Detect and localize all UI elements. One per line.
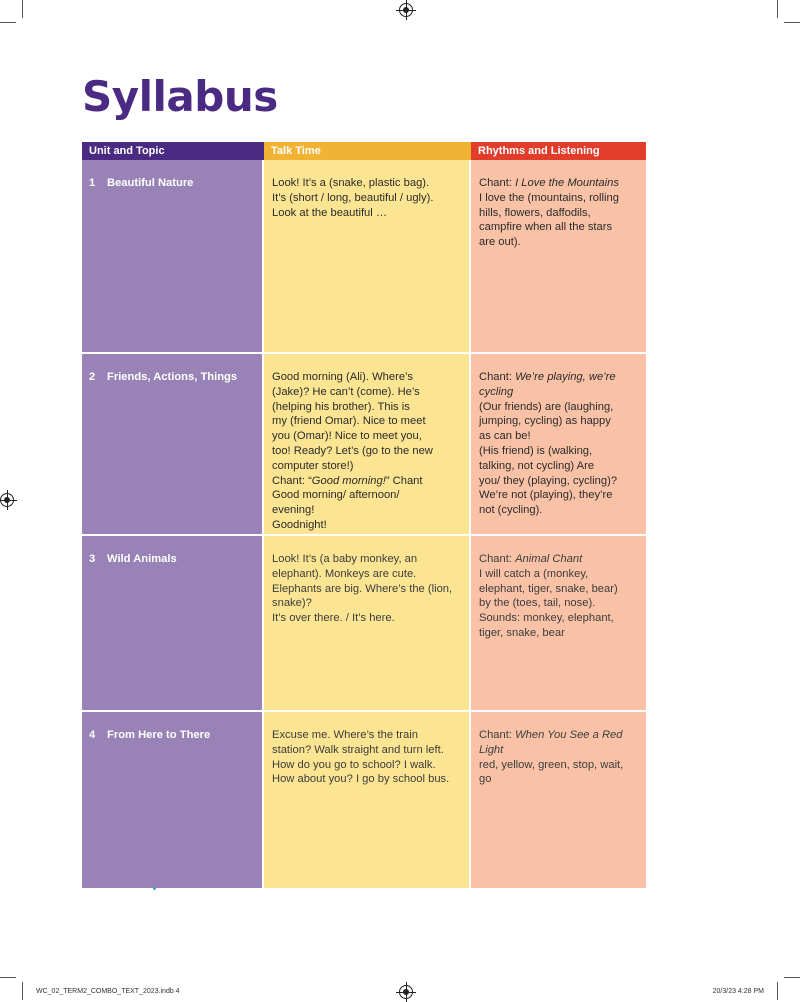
talk-line: Look at the beautiful … (272, 206, 388, 219)
rhythm-line: I will catch a (monkey, (479, 567, 589, 580)
talk-line: elephant). Monkeys are cute. (272, 567, 417, 580)
crop-mark (777, 982, 778, 1000)
talk-chant-title: Good morning! (311, 474, 386, 487)
talk-time-cell (264, 536, 471, 710)
chant-prefix: Chant: (479, 553, 516, 565)
rhythm-line: elephant, tiger, snake, bear) (479, 582, 618, 595)
crop-mark (0, 977, 16, 978)
rhythm-line: talking, not cycling) Are (479, 459, 595, 472)
registration-mark-icon (399, 3, 413, 17)
talk-line: computer store!) (272, 459, 354, 472)
footer-timestamp: 20/3/23 4:28 PM (712, 988, 764, 995)
rhythm-line: hills, flowers, daffodils, (479, 206, 591, 219)
rhythm-line: (His friend) is (walking, (479, 444, 593, 457)
unit-topic-cell (82, 354, 264, 534)
talk-line: How do you go to school? I walk. (272, 758, 436, 771)
unit-topic: Friends, Actions, Things (107, 371, 238, 383)
table-row (82, 354, 646, 536)
unit-topic: Wild Animals (107, 553, 177, 565)
crop-mark (22, 982, 23, 1000)
rhythm-cell (471, 160, 646, 352)
syllabus-table (82, 142, 646, 888)
header-rhythms-listening: Rhythms and Listening (471, 142, 646, 160)
rhythm-line: not (cycling). (479, 504, 543, 517)
talk-line: Good morning/ afternoon/ (272, 489, 400, 502)
crop-mark (777, 0, 778, 18)
rhythm-line: campfire when all the stars (479, 221, 613, 234)
chant-title: When You See a Red Light (479, 729, 623, 756)
unit-number: 1 (89, 177, 96, 189)
table-row (82, 160, 646, 354)
decorative-dot (153, 887, 156, 890)
rhythm-line: as can be! (479, 430, 531, 443)
chant-line (479, 370, 640, 400)
unit-number: 3 (89, 553, 96, 565)
talk-line: Elephants are big. Where’s the (lion, (272, 582, 453, 595)
rhythm-line: jumping, cycling) as happy (479, 415, 611, 428)
header-talk-time: Talk Time (264, 142, 471, 160)
unit-number: 2 (89, 371, 96, 383)
talk-time-cell (264, 354, 471, 534)
rhythm-line: you/ they (playing, cycling)? (479, 474, 618, 487)
rhythm-line: red, yellow, green, stop, wait, (479, 758, 624, 771)
rhythm-line: I love the (mountains, rolling (479, 191, 619, 204)
unit-topic-cell (82, 536, 264, 710)
talk-line: Look! It’s a (snake, plastic bag). (272, 177, 430, 189)
talk-line: Goodnight! (272, 518, 327, 531)
table-row (82, 712, 646, 888)
talk-line: (helping his brother). This is (272, 400, 410, 413)
talk-time-cell (264, 160, 471, 352)
rhythm-cell (471, 536, 646, 710)
chant-title: Animal Chant (515, 553, 583, 565)
chant-line (479, 728, 640, 758)
unit-topic: From Here to There (107, 729, 211, 741)
talk-line: (Jake)? He can’t (come). He’s (272, 385, 420, 398)
footer-file-name: WC_02_TERM2_COMBO_TEXT_2023.indb 4 (36, 988, 180, 995)
talk-chant-line (272, 474, 463, 489)
page-title: Syllabus (82, 72, 278, 121)
talk-chant-prefix: Chant: “ (272, 474, 312, 487)
chant-line (479, 552, 640, 567)
crop-mark (22, 0, 23, 18)
talk-line: Good morning (Ali). Where’s (272, 371, 413, 383)
chant-prefix: Chant: (479, 729, 516, 741)
talk-line: How about you? I go by school bus. (272, 773, 450, 786)
chant-line (479, 176, 640, 191)
talk-line: my (friend Omar). Nice to meet (272, 415, 426, 428)
rhythm-line: tiger, snake, bear (479, 626, 565, 639)
chant-prefix: Chant: (479, 371, 516, 383)
unit-topic-cell (82, 712, 264, 888)
header-unit-topic: Unit and Topic (82, 142, 264, 160)
unit-topic: Beautiful Nature (107, 177, 194, 189)
rhythm-line: We’re not (playing), they’re (479, 489, 613, 502)
talk-line: snake)? (272, 597, 312, 610)
table-header (82, 142, 646, 160)
crop-mark (784, 977, 800, 978)
rhythm-line: are out). (479, 236, 521, 249)
rhythm-cell (471, 712, 646, 888)
rhythm-line: by the (toes, tail, nose). (479, 597, 596, 610)
unit-topic-cell (82, 160, 264, 352)
talk-line: evening! (272, 504, 315, 517)
talk-time-cell (264, 712, 471, 888)
crop-mark (784, 22, 800, 23)
rhythm-line: Sounds: monkey, elephant, (479, 612, 614, 625)
table-row (82, 536, 646, 712)
talk-line: you (Omar)! Nice to meet you, (272, 430, 422, 443)
talk-line: It’s over there. / It’s here. (272, 612, 395, 625)
chant-prefix: Chant: (479, 177, 516, 189)
rhythm-line: (Our friends) are (laughing, (479, 400, 614, 413)
unit-number: 4 (89, 729, 96, 741)
talk-chant-suffix: ” Chant (385, 474, 423, 487)
rhythm-line: go (479, 773, 492, 786)
chant-title: We’re playing, we’re cycling (479, 371, 616, 398)
crop-mark (0, 22, 16, 23)
talk-line: Excuse me. Where’s the train (272, 729, 418, 741)
registration-mark-icon (399, 985, 413, 999)
rhythm-cell (471, 354, 646, 534)
chant-title: I Love the Mountains (515, 177, 619, 189)
talk-line: It’s (short / long, beautiful / ugly). (272, 191, 434, 204)
registration-mark-icon (0, 493, 14, 507)
talk-line: Look! It’s (a baby monkey, an (272, 553, 418, 565)
talk-line: station? Walk straight and turn left. (272, 743, 444, 756)
talk-line: too! Ready? Let’s (go to the new (272, 444, 433, 457)
